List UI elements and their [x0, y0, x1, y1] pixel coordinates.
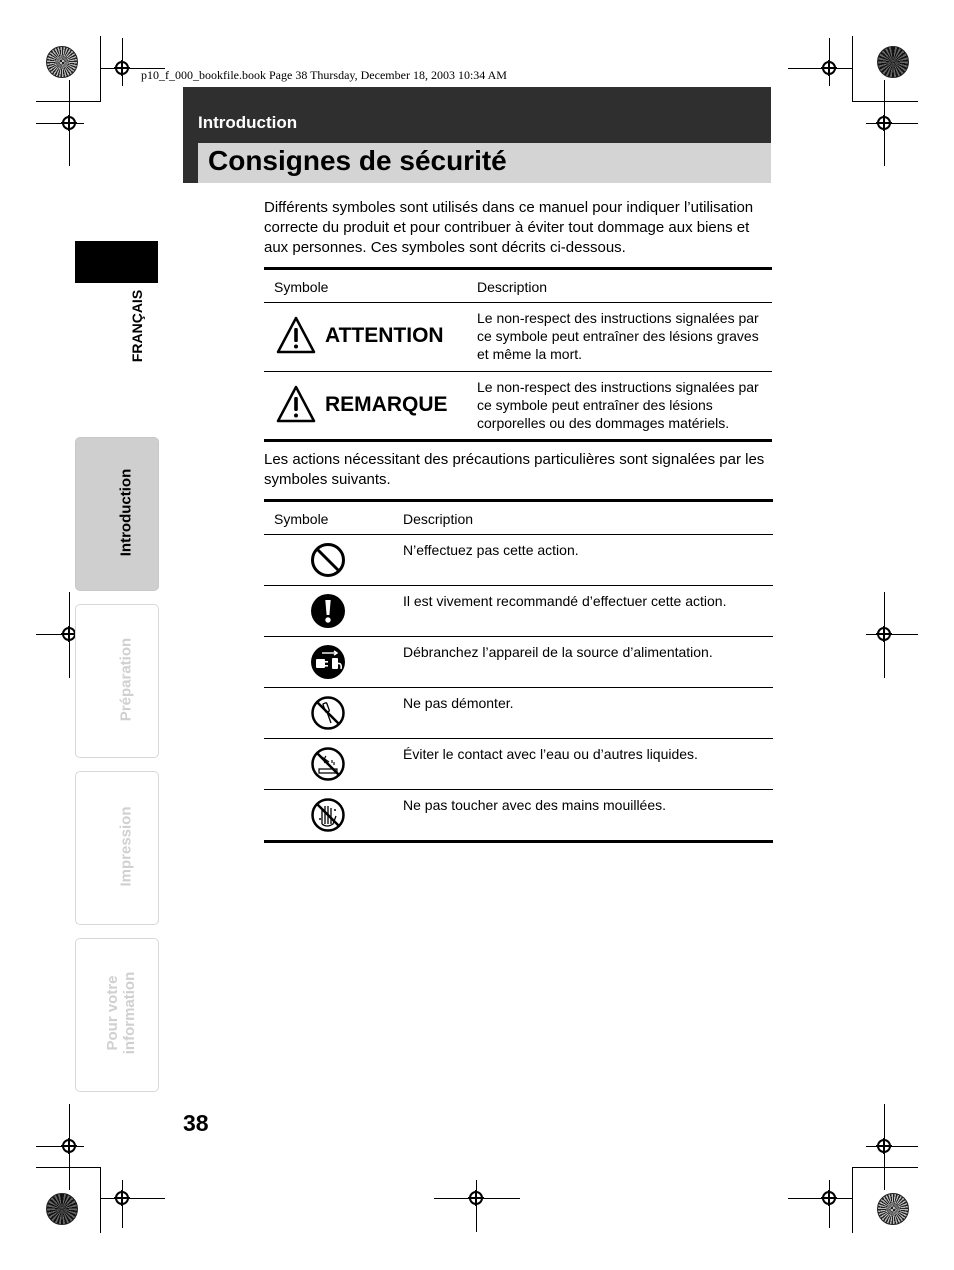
- table-row: [264, 372, 772, 439]
- action-symbols-table: [264, 499, 773, 843]
- tab-introduction[interactable]: [75, 437, 159, 591]
- tab-preparation[interactable]: [75, 604, 159, 758]
- unplug-icon: [310, 644, 346, 680]
- registration-target-icon: [46, 46, 78, 78]
- section-heading: Introduction: [198, 113, 298, 132]
- table-header-description: Description: [403, 511, 474, 527]
- row-description: Éviter le contact avec l’eau ou d’autres liquides.: [403, 746, 698, 762]
- row-description: Débranchez l’appareil de la source d’alimentation.: [403, 644, 713, 660]
- language-label: FRANÇAIS: [129, 289, 145, 363]
- attention-label: ATTENTION: [325, 324, 444, 347]
- language-marker: [75, 241, 158, 283]
- page-number: 38: [183, 1110, 209, 1136]
- no-wet-hands-icon: [310, 797, 346, 833]
- page-title: Consignes de sécurité: [208, 145, 507, 176]
- middle-paragraph: Les actions nécessitant des précautions particulières sont signalées par les symboles suivants.: [264, 451, 765, 488]
- table-row: [264, 535, 773, 585]
- registration-target-icon: [46, 1193, 78, 1225]
- warning-triangle-icon: [275, 315, 317, 355]
- tab-label: Préparation: [117, 637, 135, 722]
- registration-target-icon: [877, 46, 909, 78]
- table-header-description: Description: [477, 279, 548, 295]
- table-header-symbol: Symbole: [274, 511, 329, 527]
- tab-label: Impression: [117, 806, 135, 887]
- prohibited-icon: [310, 542, 346, 578]
- attention-description: Le non-respect des instructions signalées par ce symbole peut entraîner des lésions graves et même la mort.: [477, 310, 759, 362]
- row-description: Ne pas démonter.: [403, 695, 514, 711]
- table-row: [264, 303, 772, 371]
- tab-label: Introduction: [117, 468, 135, 557]
- intro-paragraph: Différents symboles sont utilisés dans ce manuel pour indiquer l’utilisation correcte du produit et pour contribuer à éviter tout dommage aux biens et aux personnes. Ces symboles sont décrits ci-dessous.: [264, 199, 754, 256]
- table-row: [264, 637, 773, 687]
- table-row: [264, 586, 773, 636]
- registration-target-icon: [877, 1193, 909, 1225]
- row-description: Ne pas toucher avec des mains mouillées.: [403, 797, 667, 813]
- tab-pour-votre-information[interactable]: [75, 938, 159, 1092]
- table-row: [264, 739, 773, 789]
- no-disassembly-icon: [310, 695, 346, 731]
- warning-triangle-icon: [275, 384, 317, 424]
- row-description: Il est vivement recommandé d’effectuer cette action.: [403, 593, 727, 609]
- tab-label: Pour votre information: [104, 971, 138, 1055]
- file-header: p10_f_000_bookfile.book Page 38 Thursday, December 18, 2003 10:34 AM: [141, 68, 507, 82]
- warning-symbols-table: [264, 267, 772, 442]
- table-header-symbol: Symbole: [274, 279, 329, 295]
- mandatory-exclamation-icon: [310, 593, 346, 629]
- remarque-description: Le non-respect des instructions signalées par ce symbole peut entraîner des lésions corporelles ou des dommages matériels.: [477, 379, 759, 431]
- remarque-label: REMARQUE: [325, 393, 448, 416]
- table-row: [264, 790, 773, 840]
- table-row: [264, 688, 773, 738]
- row-description: N’effectuez pas cette action.: [403, 542, 579, 558]
- no-liquid-icon: [310, 746, 346, 782]
- tab-impression[interactable]: [75, 771, 159, 925]
